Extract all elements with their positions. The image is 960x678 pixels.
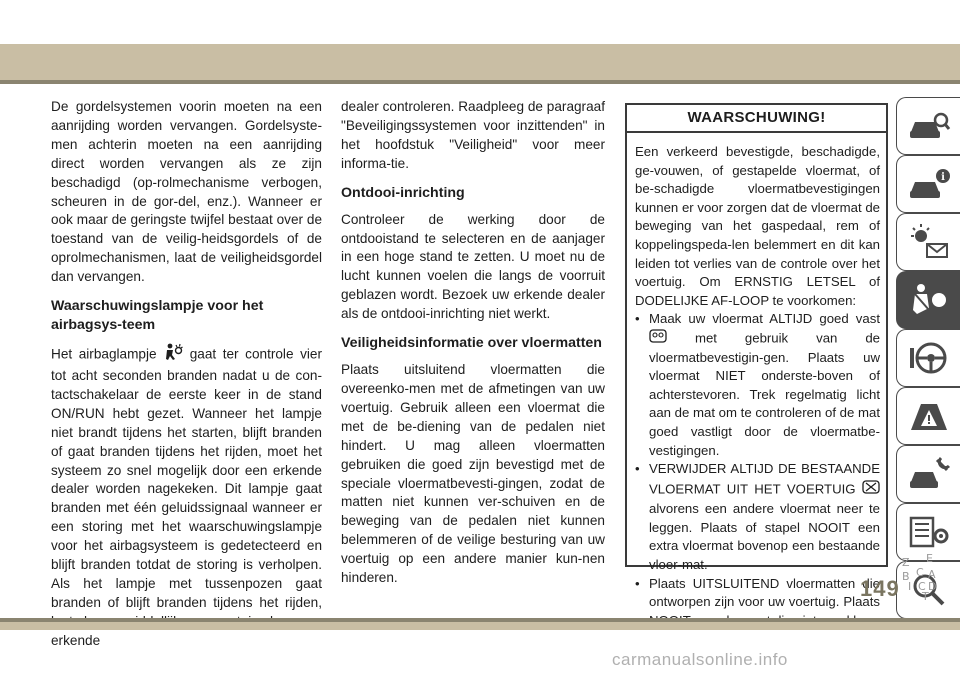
svg-text:C: C	[916, 566, 924, 579]
svg-text:B: B	[902, 570, 910, 583]
floor-mat-heading: Veiligheidsinformatie over vloermatten	[341, 335, 602, 352]
warning-item-1-text-b: met gebruik van de vloermatbevestigin-gen. Plaats uw vloermat NIET onderste-boven of achterstevoren. Trek regelmatig licht aan de mat om te controleren of de mat goed vastligt door de vloermatbe-vestigingen.	[649, 330, 880, 458]
roadside-warning-icon	[907, 396, 951, 436]
svg-text:Z: Z	[902, 556, 910, 569]
warning-item-2	[635, 460, 880, 575]
airbag-warning-heading: Waarschuwingslampje voor het airbagsys-teem	[51, 298, 264, 334]
airbag-lamp-text-b: gaat ter controle vier tot acht seconden branden nadat u de con-tactschakelaar de eerste keer in de stand ON/RUN hebt gezet. Wanneer het lampje niet brandt tijdens het starten, blijft branden of gaat branden tijdens het rijden, moet het systeem zo snel mogelijk door een erkende dealer worden nagekeken. Dit lampje gaat branden met één geluidssignaal wanneer er een storing met het waarschuwingslampje voor het airbagsysteem is gedetecteerd en blijft branden totdat de storing is verholpen. Als het lampje met tussenpozen gaat branden of blijft branden tijdens het rijden, erkende	[51, 346, 322, 648]
warning-title: WAARSCHUWING!	[627, 105, 886, 133]
svg-text:E: E	[926, 552, 933, 565]
defroster-paragraph: Controleer de werking door de ontdooistand te selecteren en de aanjager in een hoge stand te zetten. U moet nu de lucht kunnen voelen die langs de voorruit geblazen wordt. Bezoek uw erkende dealer als de ontdooi-inrichting niet werkt.	[341, 211, 605, 322]
bullet: •	[635, 311, 640, 327]
car-search-icon	[907, 106, 951, 146]
warning-item-3-text-a: Plaats UITSLUITEND vloermatten die ontworpen zijn voor uw voertuig. Plaats	[649, 575, 880, 610]
svg-text:i: i	[940, 172, 945, 183]
tab-driving[interactable]	[896, 329, 960, 387]
warning-item-1-text-a: Maak uw vloermat ALTIJD goed vast	[649, 311, 880, 327]
tab-alphabet-index[interactable]	[896, 552, 960, 610]
top-band	[0, 44, 960, 84]
svg-text:T: T	[922, 590, 929, 603]
alphabet-index-icon	[896, 552, 960, 610]
warning-lights-mail-icon	[907, 222, 951, 262]
top-band-rule	[0, 80, 960, 84]
svg-text:A: A	[928, 568, 936, 581]
tab-warning-lights[interactable]	[896, 213, 960, 271]
bullet: •	[635, 461, 640, 477]
airbag-lamp-paragraph	[51, 343, 322, 651]
bullet: •	[635, 575, 640, 591]
warning-item-1	[635, 310, 880, 460]
page-number: 149	[860, 576, 900, 601]
top-banner	[0, 0, 960, 84]
airbag-lamp-text-a: Het airbaglampje	[51, 346, 164, 362]
warning-item-2-text-b: alvorens een andere vloermat neer te leggen. Plaats of stapel NOOIT een extra vloermat bovenop een bestaande vloer-mat.	[649, 501, 880, 573]
floor-mat-secure-icon	[649, 329, 667, 349]
tab-emergency[interactable]	[896, 387, 960, 445]
floor-mat-paragraph: Plaats uitsluitend vloermatten die overeenko-men met de afmetingen van uw voertuig. Gebruik alleen een vloermat die met de be-diening van de pedalen niet hindert. U mag alleen vloermatten gebruiken die goed zijn bevestigd met de speciale vloermatbevesti-gingen, zodat de matten niet kunnen ver-schuiven en de beweging van de pedalen niet kunnen belemmeren of de veilige besturing van uw voertuig op een andere manier kun-nen hinderen.	[341, 362, 605, 586]
tab-safety[interactable]	[896, 271, 960, 329]
tab-service[interactable]	[896, 445, 960, 503]
svg-text:I: I	[908, 580, 912, 593]
car-info-icon	[907, 164, 951, 204]
airbag-warning-icon	[163, 343, 183, 367]
svg-text:D: D	[928, 580, 937, 593]
specifications-gear-icon	[907, 512, 951, 552]
defroster-heading: Ontdooi-inrichting	[341, 184, 465, 201]
tab-car-search[interactable]	[896, 97, 960, 155]
left-column	[51, 98, 322, 651]
warning-intro: Een verkeerd bevestigde, beschadigde, ge-vouwen, of gestapelde vloermat, of be-schadigde vloermatbevestigingen kunnen er voor zorgen dat de vloermat de beweging van het gaspedaal, rem of koppelingspeda-len belemmert en dit kan leiden tot verlies van de controle over het voertuig. Om ERNSTIG LETSEL of DODELIJKE AF-LOOP te voorkomen:	[635, 144, 880, 308]
floor-mat-remove-icon	[862, 479, 880, 501]
warning-item-2-text-a: VERWIJDER ALTIJD DE BESTAANDE VLOERMAT UIT HET VOERTUIG	[649, 461, 880, 496]
seatbelt-airbag-icon	[907, 280, 951, 320]
middle-column	[341, 98, 605, 588]
bottom-band	[0, 622, 960, 630]
car-wrench-icon	[907, 454, 951, 494]
seatbelt-replacement-paragraph: De gordelsystemen voorin moeten na een aanrijding worden vervangen. Gordelsyste-men achterin moeten na een aanrijding direct worden vervangen als ze zijn beschadigd (op-rolmechanisme verbogen, scheuren in de gor-del, enz.). Wanneer er ook maar de geringste twijfel bestaat over de toestand van de veilig-heidsgordels of de oprolmechanismen, laat de veiligheidsgordel dan vervangen.	[51, 99, 322, 285]
warning-list	[635, 310, 880, 630]
svg-text:C: C	[918, 580, 926, 593]
dealer-check-paragraph: dealer controleren. Raadpleeg de paragraaf "Beveiligingssystemen voor inzittenden" in het hoofdstuk "Veiligheid" voor meer informa-tie.	[341, 99, 605, 171]
warning-body	[627, 133, 886, 630]
chapter-tabs	[896, 97, 960, 607]
watermark: carmanualsonline.info	[612, 650, 788, 669]
steering-wheel-icon	[907, 338, 951, 378]
tab-car-info[interactable]	[896, 155, 960, 213]
